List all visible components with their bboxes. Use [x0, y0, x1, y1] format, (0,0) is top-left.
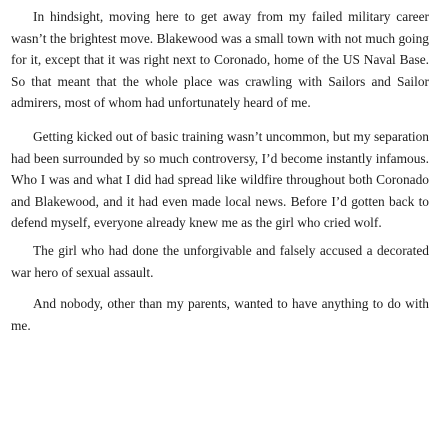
paragraph-3: The girl who had done the unforgivable and falsely accused a decorated war hero of sexual assault.: [11, 242, 429, 280]
paragraph-2: Getting kicked out of basic training wasn’t uncommon, but my separation had been surrounded by so much controversy, I’d become instantly infamous. Who I was and what I did had spread like wildfire throughout both Coronado and Blakewood, and it had even made local news. Before I’d gotten back to defend myself, everyone already knew me as the girl who cried wolf.: [11, 128, 429, 231]
paragraph-1: In hindsight, moving here to get away from my failed military career wasn’t the brightest move. Blakewood was a small town with not much going for it, except that it was right next to Coronado, home of the US Naval Base. So that meant that the whole place was crawling with Sailors and Sailor admirers, most of whom had unfortunately heard of me.: [11, 9, 429, 111]
paragraph-4: And nobody, other than my parents, wanted to have anything to do with me.: [11, 296, 429, 333]
